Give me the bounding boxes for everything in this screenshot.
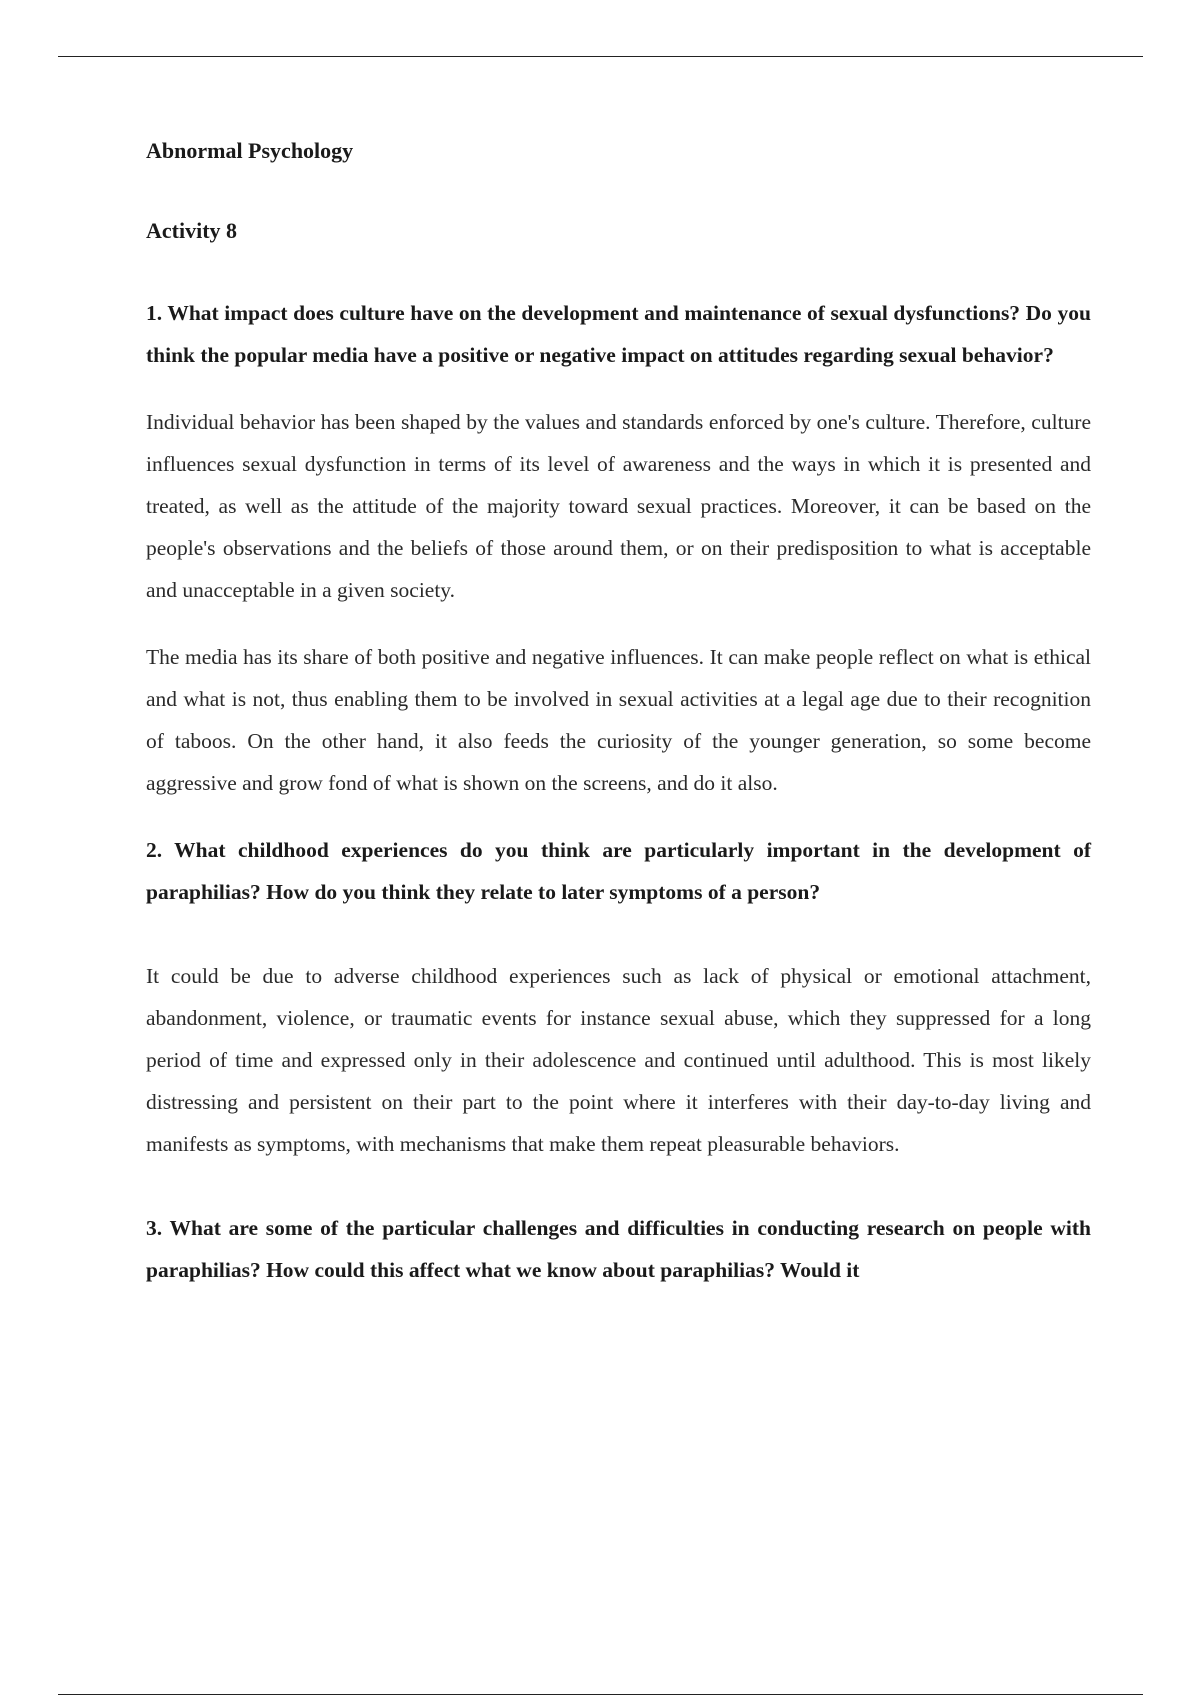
answer-1-paragraph-2: The media has its share of both positive and negative influences. It can make people reflect on what is ethical and what is not, thus enabling them to be involved in sexual activities at a legal age due to their recognition of taboos. On the other hand, it also feeds the curiosity of the younger generation, so some become aggressive and grow fond of what is shown on the screens, and do it also. — [146, 645, 1091, 795]
document-page — [146, 138, 1091, 1291]
answer-1-paragraph-1: Individual behavior has been shaped by the values and standards enforced by one's culture. Therefore, culture influences sexual dysfunction in terms of its level of awareness and the ways in which it is presented and treated, as well as the attitude of the majority toward sexual practices. Moreover, it can be based on the people's observations and the beliefs of those around them, or on their predisposition to what is acceptable and unacceptable in a given society. — [146, 410, 1091, 602]
question-3: 3. What are some of the particular challenges and difficulties in conducting research on people with paraphilias? How could this affect what we know about paraphilias? Would it — [146, 1216, 1091, 1282]
page-top-rule — [58, 56, 1143, 57]
page-bottom-rule — [58, 1694, 1143, 1695]
question-1: 1. What impact does culture have on the development and maintenance of sexual dysfunctions? Do you think the popular media have a positive or negative impact on attitudes regarding sexual behavior? — [146, 301, 1091, 367]
answer-2-paragraph-1: It could be due to adverse childhood experiences such as lack of physical or emotional attachment, abandonment, violence, or traumatic events for instance sexual abuse, which they suppressed for a long period of time and expressed only in their adolescence and continued until adulthood. This is most likely distressing and persistent on their part to the point where it interferes with their day-to-day living and manifests as symptoms, with mechanisms that make them repeat pleasurable behaviors. — [146, 964, 1091, 1156]
course-title: Abnormal Psychology — [146, 138, 354, 163]
question-2: 2. What childhood experiences do you think are particularly important in the development of paraphilias? How do you think they relate to later symptoms of a person? — [146, 838, 1091, 904]
activity-title: Activity 8 — [146, 218, 238, 243]
